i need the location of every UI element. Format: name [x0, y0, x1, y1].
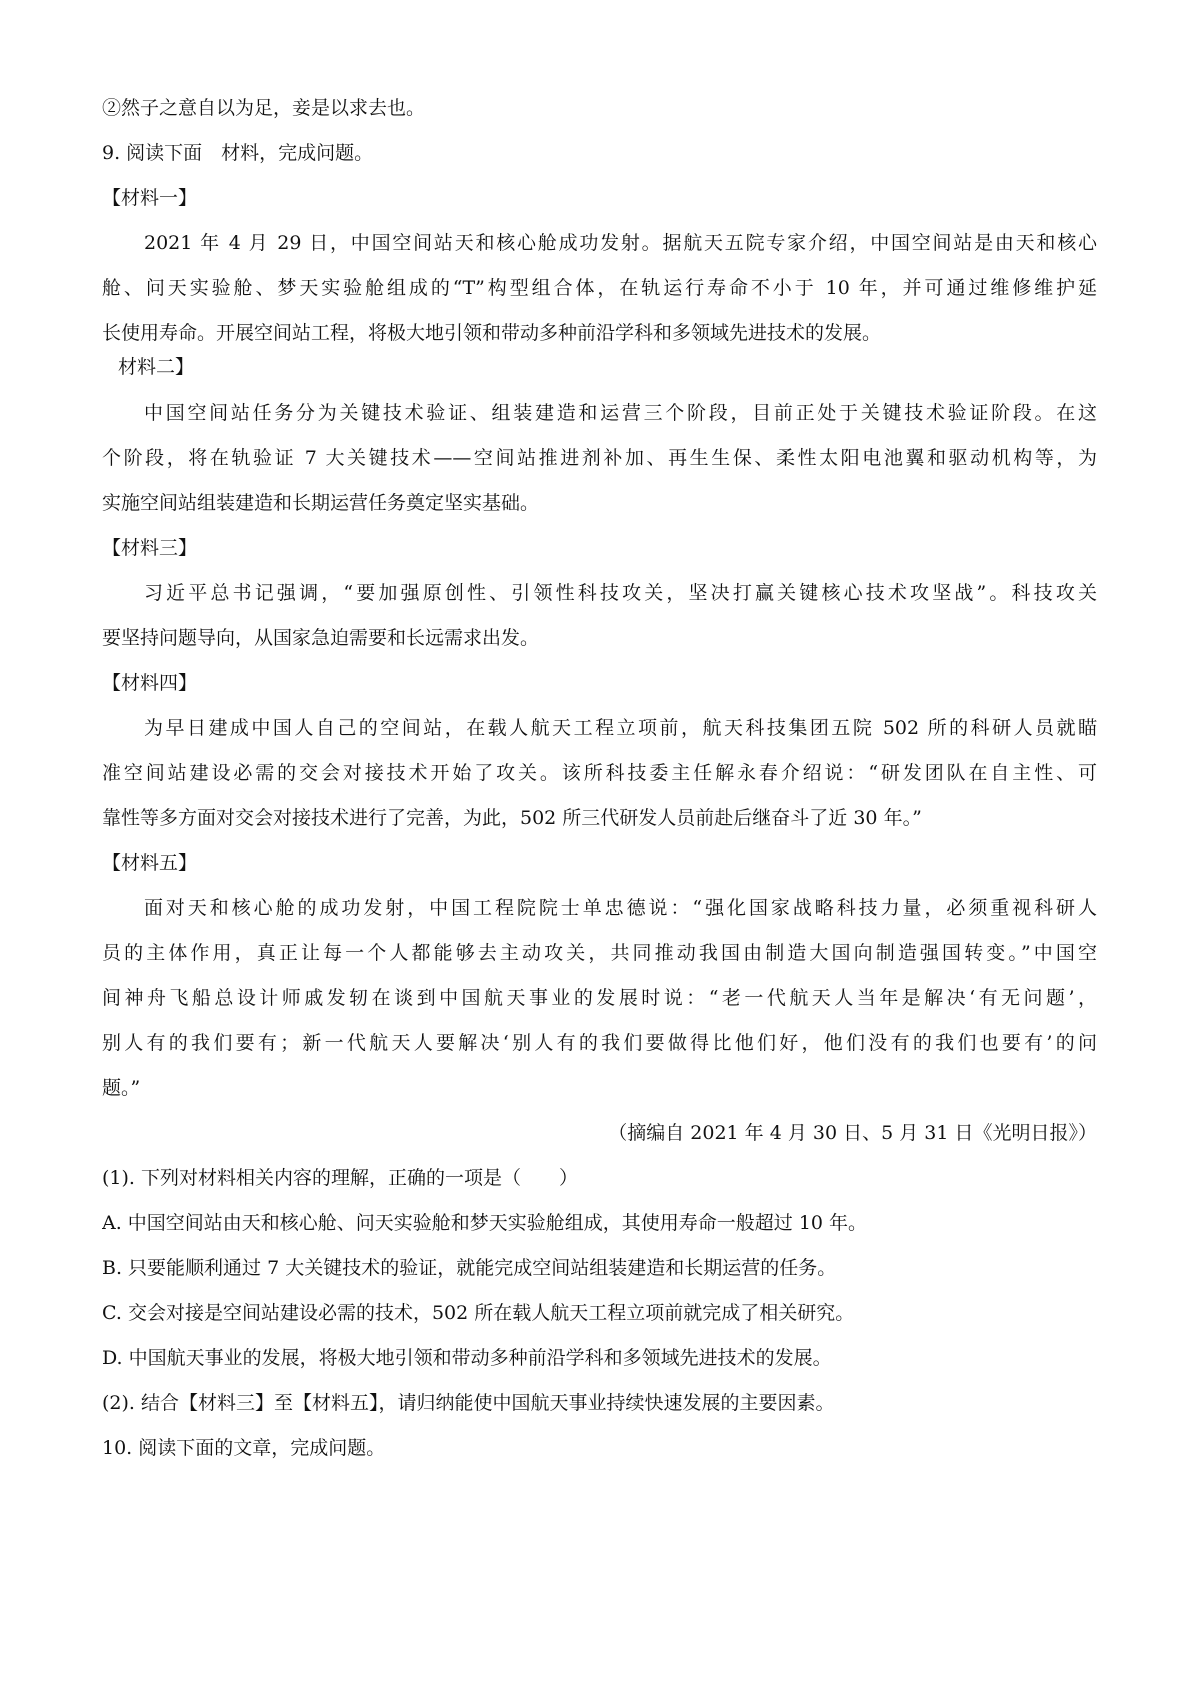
material-4-line: 靠性等多方面对交会对接技术进行了完善，为此，502 所三代研发人员前赴后继奋斗了近 30 年。”: [102, 807, 922, 829]
material-2-line: 实施空间站组装建造和长期运营任务奠定坚实基础。: [102, 492, 540, 514]
material-2-title: 材料二】: [118, 356, 195, 378]
material-3-title: 【材料三】: [102, 537, 198, 559]
option-d: D. 中国航天事业的发展，将极大地引领和带动多种前沿学科和多领域先进技术的发展。: [102, 1347, 832, 1369]
material-4-title: 【材料四】: [102, 672, 198, 694]
previous-answer-line: ②然子之意自以为足，妾是以求去也。: [102, 97, 426, 119]
material-5-line: 题。”: [102, 1077, 141, 1099]
material-5-title: 【材料五】: [102, 852, 198, 874]
material-2-line: 个阶段，将在轨验证 7 大关键技术——空间站推进剂补加、再生生保、柔性太阳电池翼和驱动机构等，为: [102, 447, 1097, 469]
material-5-line: 员的主体作用，真正让每一个人都能够去主动攻关，共同推动我国由制造大国向制造强国转变。”中国空: [102, 942, 1097, 964]
material-4-line: 准空间站建设必需的交会对接技术开始了攻关。该所科技委主任解永春介绍说：“研发团队在自主性、可: [102, 762, 1097, 784]
source-citation: （摘编自 2021 年 4 月 30 日、5 月 31 日《光明日报》）: [608, 1122, 1097, 1144]
option-b: B. 只要能顺利通过 7 大关键技术的验证，就能完成空间站组装建造和长期运营的任务。: [102, 1257, 837, 1279]
material-1-line: 舱、问天实验舱、梦天实验舱组成的“T”构型组合体，在轨运行寿命不小于 10 年，并可通过维修维护延: [102, 277, 1097, 299]
material-5-line: 面对天和核心舱的成功发射，中国工程院院士单忠德说：“强化国家战略科技力量，必须重视科研人: [144, 897, 1097, 919]
question-10-intro: 10. 阅读下面的文章，完成问题。: [102, 1437, 386, 1459]
material-3-line: 习近平总书记强调，“要加强原创性、引领性科技攻关，坚决打赢关键核心技术攻坚战”。科技攻关: [144, 582, 1097, 604]
material-1-line: 2021 年 4 月 29 日，中国空间站天和核心舱成功发射。据航天五院专家介绍，中国空间站是由天和核心: [144, 232, 1097, 254]
material-1-line: 长使用寿命。开展空间站工程，将极大地引领和带动多种前沿学科和多领域先进技术的发展。: [102, 322, 882, 344]
material-5-line: 别人有的我们要有；新一代航天人要解决‘别人有的我们要做得比他们好，他们没有的我们也要有’的问: [102, 1032, 1097, 1054]
material-4-line: 为早日建成中国人自己的空间站，在载人航天工程立项前，航天科技集团五院 502 所的科研人员就瞄: [144, 717, 1097, 739]
material-3-line: 要坚持问题导向，从国家急迫需要和长远需求出发。: [102, 627, 540, 649]
material-1-title: 【材料一】: [102, 187, 198, 209]
material-5-line: 间神舟飞船总设计师戚发轫在谈到中国航天事业的发展时说：“老一代航天人当年是解决‘有无问题’，: [102, 987, 1097, 1009]
sub-question-2-stem: (2). 结合【材料三】至【材料五】，请归纳能使中国航天事业持续快速发展的主要因素。: [102, 1392, 835, 1414]
question-9-intro: 9. 阅读下面 材料，完成问题。: [102, 142, 374, 164]
option-a: A. 中国空间站由天和核心舱、问天实验舱和梦天实验舱组成，其使用寿命一般超过 10 年。: [102, 1212, 868, 1234]
material-2-line: 中国空间站任务分为关键技术验证、组装建造和运营三个阶段，目前正处于关键技术验证阶段。在这: [144, 402, 1097, 424]
sub-question-1-stem: (1). 下列对材料相关内容的理解，正确的一项是（ ）: [102, 1167, 578, 1189]
option-c: C. 交会对接是空间站建设必需的技术，502 所在载人航天工程立项前就完成了相关研究。: [102, 1302, 855, 1324]
